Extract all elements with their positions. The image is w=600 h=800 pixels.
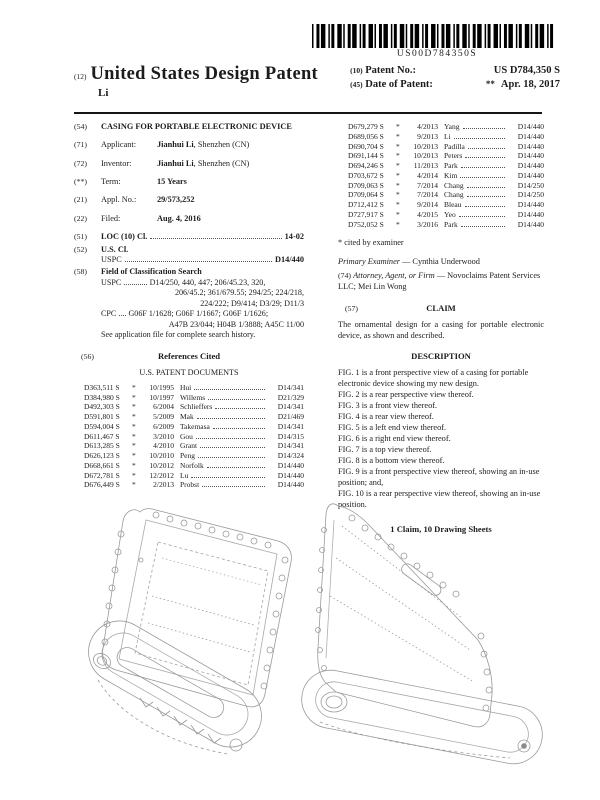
patent-no-code: (10) (350, 66, 363, 75)
loc-class: 14-02 (284, 232, 304, 242)
search-cpc-line: CPC .... G06F 1/1628; G06F 1/1667; G06F 1/1626; (101, 309, 269, 319)
reference-row: D591,801 S * 5/2009 Mak D21/469 (84, 412, 304, 422)
reference-row: D626,123 S * 10/2010 Peng D14/324 (84, 451, 304, 461)
attorney-agent-firm: (74) Attorney, Agent, or Firm — Novoclaims Patent Services LLC; Mei Lin Wong (338, 271, 541, 291)
dotted-leader (465, 206, 506, 207)
search-uspc-continuation: 206/45.2; 361/679.55; 294/25; 224/218, 224/222; D9/414; D3/29; D11/3 (174, 288, 304, 308)
reference-row: D727,917 S * 4/2015 Yeo D14/440 (348, 209, 544, 219)
figure-description-line: FIG. 5 is a left end view thereof. (338, 423, 447, 433)
dotted-leader (467, 196, 505, 197)
dotted-leader (197, 418, 265, 419)
figure-description-line: FIG. 10 is a rear perspective view thereof, showing an in-use position. (338, 488, 541, 509)
body (74, 122, 544, 534)
dotted-leader (150, 238, 281, 239)
search-cpc-continuation: A47B 23/044; H04B 1/3888; A45C 11/00 (168, 319, 304, 329)
date-of-patent-label: Date of Patent: (365, 79, 433, 91)
header-left (74, 64, 350, 99)
reference-row: D384,980 S * 10/1997 Willems D21/329 (84, 392, 304, 402)
application-number: 29/573,252 (157, 195, 195, 205)
right-column (338, 122, 544, 534)
dotted-leader (468, 148, 505, 149)
dotted-leader (200, 447, 265, 448)
claims-sheets-note: 1 Claim, 10 Drawing Sheets (390, 523, 492, 534)
figure-description-line: FIG. 6 is a right end view thereof. (338, 434, 451, 444)
filed-date: Aug. 4, 2016 (157, 213, 201, 223)
reference-row: D613,285 S * 4/2010 Grant D14/341 (84, 441, 304, 451)
references-list-left (74, 383, 304, 490)
reference-row: D679,279 S * 4/2013 Yang D14/440 (348, 122, 544, 131)
field-term: (**) Term: 15 Years (74, 177, 187, 187)
barcode (312, 24, 562, 59)
reference-row: D363,511 S * 10/1995 Hui D14/341 (84, 382, 304, 392)
header (74, 64, 560, 99)
dotted-leader (467, 187, 505, 188)
uspc-class: D14/440 (274, 254, 304, 264)
examiner-name: — Cynthia Underwood (402, 257, 480, 267)
reference-row: D676,449 S * 2/2013 Probst D14/440 (84, 480, 304, 490)
left-column (74, 122, 304, 534)
page-title: United States Design Patent (90, 64, 319, 84)
dotted-leader (208, 399, 265, 400)
barcode-bars-icon (312, 24, 562, 48)
claim-heading: (57) CLAIM (345, 302, 456, 313)
references-list-right (338, 122, 544, 229)
figure-front-perspective-drawing (77, 509, 291, 759)
dotted-leader (191, 477, 265, 478)
patent-figures (0, 498, 600, 798)
dotted-leader (454, 138, 505, 139)
field-loc: (51) LOC (10) Cl. 14-02 (74, 232, 304, 242)
cited-by-examiner-note: * cited by examiner (338, 238, 404, 248)
figure-rear-perspective-drawing (297, 504, 548, 769)
reference-row: D611,467 S * 3/2010 Gou D14/315 (84, 431, 304, 441)
barcode-label: US00D784350S (396, 49, 478, 59)
figure-description-line: FIG. 8 is a bottom view thereof. (338, 455, 445, 465)
reference-row: D668,661 S * 10/2012 Norfolk D14/440 (84, 460, 304, 470)
field-classification-search: (58) Field of Classification Search USPC ............ D14/250, 440, 447; 206/45.23, 320, 206/45.2; 361/679.55; 294/25; 224/218, 224/222; D9/414; D3/29; D11/3 CPC .... G06F 1/1628; G06F 1/1667; G06F 1/1626; A47B 23/044; H04B 1/3888; A45C 11/00 See application file for complete search history. (74, 267, 304, 340)
header-right (350, 64, 560, 99)
reference-row: D689,056 S * 9/2013 Li D14/440 (348, 131, 544, 141)
inventor-name: Jianhui Li (157, 158, 194, 168)
reference-row: D703,672 S * 4/2014 Kim D14/440 (348, 170, 544, 180)
field-filed: (22) Filed: Aug. 4, 2016 (74, 213, 201, 223)
reference-row: D690,704 S * 10/2013 Padilla D14/440 (348, 141, 544, 151)
dotted-leader (461, 167, 505, 168)
us-patent-documents-heading: U.S. PATENT DOCUMENTS (139, 367, 239, 377)
term-value: 15 Years (157, 177, 187, 187)
kind-code: (12) (74, 72, 87, 81)
claim-text: The ornamental design for a casing for portable electronic device, as shown and described. (338, 319, 544, 340)
figure-description-line: FIG. 7 is a top view thereof. (338, 445, 432, 455)
figure-descriptions (338, 368, 544, 510)
description-heading: DESCRIPTION (411, 351, 471, 362)
dotted-leader (461, 226, 505, 227)
inventor-short-name: Li (98, 87, 109, 99)
date-code: (45) (350, 80, 363, 90)
figure-description-line: FIG. 1 is a front perspective view of a casing for portable electronic device showing my new design. (338, 368, 529, 389)
figure-description-line: FIG. 4 is a rear view thereof. (338, 412, 434, 422)
reference-row: D709,063 S * 7/2014 Chang D14/250 (348, 180, 544, 190)
invention-title: CASING FOR PORTABLE ELECTRONIC DEVICE (101, 122, 292, 131)
field-applicant: (71) Applicant: Jianhui Li, Shenzhen (CN) (74, 140, 250, 150)
search-uspc-line: USPC ............ D14/250, 440, 447; 206/45.23, 320, (101, 277, 266, 287)
references-cited-heading: (56) References Cited (81, 350, 221, 361)
dotted-leader (196, 438, 265, 439)
dotted-leader (459, 216, 505, 217)
dotted-leader (460, 177, 505, 178)
primary-examiner: Primary Examiner — Cynthia Underwood (338, 257, 480, 267)
header-divider (74, 112, 542, 114)
date-prefix: ** (485, 79, 495, 90)
dotted-leader (198, 457, 265, 458)
figure-description-line: FIG. 3 is a front view thereof. (338, 401, 438, 411)
reference-row: D709,064 S * 7/2014 Chang D14/250 (348, 190, 544, 200)
reference-row: D492,303 S * 6/2004 Schlieffers D14/341 (84, 402, 304, 412)
date-of-patent: Apr. 18, 2017 (500, 79, 560, 91)
reference-row: D752,052 S * 3/2016 Park D14/440 (348, 219, 544, 229)
reference-row: D672,781 S * 12/2012 Lu D14/440 (84, 470, 304, 480)
applicant-name: Jianhui Li (157, 140, 194, 150)
dotted-leader (465, 157, 505, 158)
reference-row: D712,412 S * 9/2014 Bleau D14/440 (348, 200, 544, 209)
search-history-note: See application file for complete search history. (101, 330, 256, 340)
patent-number: US D784,350 S (493, 65, 560, 76)
reference-row: D594,004 S * 6/2009 Takemasa D14/341 (84, 421, 304, 431)
dotted-leader (202, 486, 265, 487)
reference-row: D694,246 S * 11/2013 Park D14/440 (348, 161, 544, 170)
field-us-cl: (52) U.S. Cl. USPC D14/440 (74, 244, 304, 264)
field-inventor: (72) Inventor: Jianhui Li, Shenzhen (CN) (74, 158, 250, 168)
dotted-leader (463, 128, 506, 129)
figure-description-line: FIG. 9 is a front perspective view thereof, showing an in-use position; and, (338, 466, 540, 487)
attorney-name: — Novoclaims Patent Services LLC; Mei Lin Wong (338, 271, 541, 291)
figure-description-line: FIG. 2 is a rear perspective view thereof. (338, 390, 474, 400)
patent-no-label: Patent No.: (365, 65, 417, 76)
dotted-leader (215, 408, 265, 409)
field-appl-no: (21) Appl. No.: 29/573,252 (74, 195, 195, 205)
reference-row: D691,144 S * 10/2013 Peters D14/440 (348, 151, 544, 161)
dotted-leader (194, 389, 265, 390)
drawing-sheet (0, 498, 600, 798)
field-title: (54) CASING FOR PORTABLE ELECTRONIC DEVICE (74, 122, 304, 132)
dotted-leader (207, 467, 265, 468)
dotted-leader (213, 428, 265, 429)
dotted-leader (125, 261, 272, 262)
